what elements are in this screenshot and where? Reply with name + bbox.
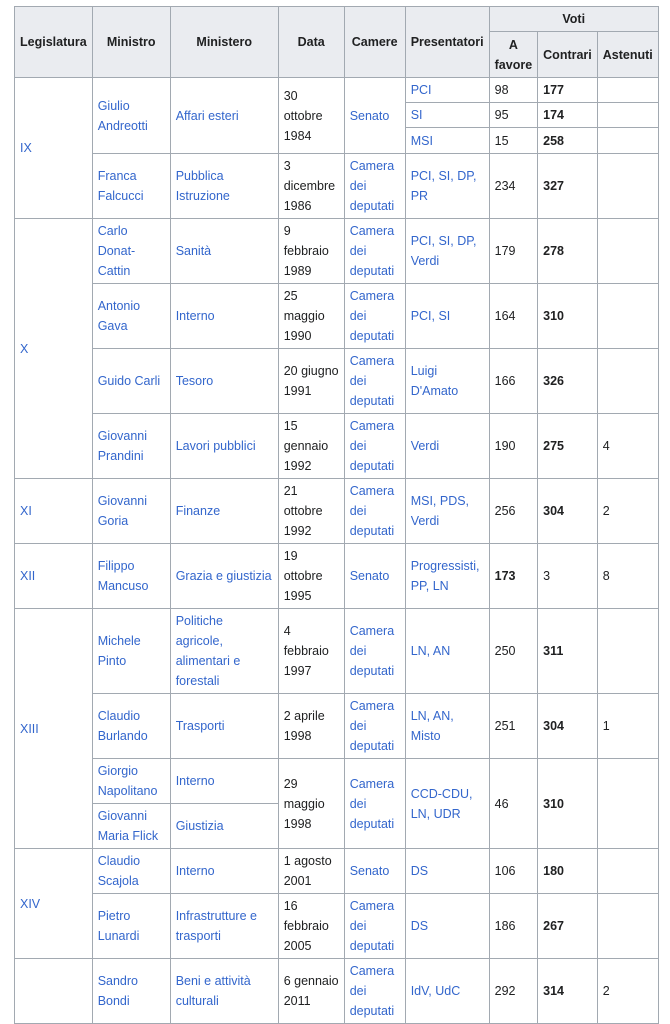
camere-link[interactable]: Camera dei deputati (344, 219, 405, 284)
contrari-cell: 311 (538, 609, 598, 694)
astenuti-cell (597, 128, 658, 154)
favore-cell: 106 (489, 849, 538, 894)
header-legislatura: Legislatura (15, 7, 93, 78)
favore-cell: 186 (489, 894, 538, 959)
data-cell: 3 dicembre 1986 (278, 154, 344, 219)
camere-link[interactable]: Camera dei deputati (344, 759, 405, 849)
favore-cell: 98 (489, 78, 538, 103)
astenuti-cell (597, 284, 658, 349)
data-cell: 16 febbraio 2005 (278, 894, 344, 959)
favore-cell: 190 (489, 414, 538, 479)
presentatori-link[interactable]: MSI, PDS, Verdi (405, 479, 489, 544)
contrari-cell: 326 (538, 349, 598, 414)
astenuti-cell: 8 (597, 544, 658, 609)
camere-link[interactable]: Camera dei deputati (344, 349, 405, 414)
presentatori-link[interactable]: LN, AN, Misto (405, 694, 489, 759)
camere-link[interactable]: Camera dei deputati (344, 414, 405, 479)
presentatori-link[interactable]: MSI (405, 128, 489, 154)
presentatori-link[interactable]: PCI, SI, DP, Verdi (405, 219, 489, 284)
camere-link[interactable]: Senato (344, 78, 405, 154)
table-row (15, 78, 659, 103)
ministero-link[interactable]: Politiche agricole, alimentari e forestali (170, 609, 278, 694)
contrari-cell: 304 (538, 479, 598, 544)
table-row (15, 154, 659, 219)
ministro-link[interactable]: Guido Carli (92, 349, 170, 414)
table-row (15, 349, 659, 414)
header-presentatori: Presentatori (405, 7, 489, 78)
presentatori-link[interactable]: IdV, UdC (405, 959, 489, 1024)
header-camere: Camere (344, 7, 405, 78)
legislatura-link[interactable]: X (15, 219, 93, 479)
data-cell: 21 ottobre 1992 (278, 479, 344, 544)
table-row (15, 694, 659, 759)
header-contrari: Contrari (538, 32, 598, 78)
table-row (15, 219, 659, 284)
legislatura-link[interactable]: XIII (15, 609, 93, 849)
sfiducia-table (14, 6, 659, 1024)
ministero-link[interactable]: Interno (170, 759, 278, 804)
camere-link[interactable]: Camera dei deputati (344, 479, 405, 544)
ministero-link[interactable]: Sanità (170, 219, 278, 284)
table-wrapper (14, 6, 659, 1024)
data-cell: 15 gennaio 1992 (278, 414, 344, 479)
astenuti-cell: 4 (597, 414, 658, 479)
astenuti-cell (597, 78, 658, 103)
ministero-link[interactable]: Grazia e giustizia (170, 544, 278, 609)
table-row (15, 414, 659, 479)
presentatori-link[interactable]: Luigi D'Amato (405, 349, 489, 414)
data-cell: 6 gennaio 2011 (278, 959, 344, 1024)
contrari-cell: 267 (538, 894, 598, 959)
astenuti-cell: 2 (597, 479, 658, 544)
header-ministero: Ministero (170, 7, 278, 78)
ministro-link[interactable]: Pietro Lunardi (92, 894, 170, 959)
contrari-cell: 177 (538, 78, 598, 103)
astenuti-cell (597, 154, 658, 219)
presentatori-link[interactable]: DS (405, 894, 489, 959)
astenuti-cell (597, 349, 658, 414)
ministro-link[interactable]: Antonio Gava (92, 284, 170, 349)
ministro-link[interactable]: Michele Pinto (92, 609, 170, 694)
ministero-link[interactable]: Trasporti (170, 694, 278, 759)
contrari-cell: 180 (538, 849, 598, 894)
table-row (15, 609, 659, 694)
data-cell: 9 febbraio 1989 (278, 219, 344, 284)
table-row (15, 894, 659, 959)
contrari-cell: 278 (538, 219, 598, 284)
contrari-cell: 314 (538, 959, 598, 1024)
presentatori-link[interactable]: Progressisti, PP, LN (405, 544, 489, 609)
ministro-link[interactable]: Giorgio Napolitano (92, 759, 170, 804)
ministero-link[interactable]: Interno (170, 849, 278, 894)
camere-link[interactable]: Camera dei deputati (344, 284, 405, 349)
header-astenuti: Astenuti (597, 32, 658, 78)
contrari-cell: 304 (538, 694, 598, 759)
data-cell: 29 maggio 1998 (278, 759, 344, 849)
favore-cell: 164 (489, 284, 538, 349)
astenuti-cell: 2 (597, 959, 658, 1024)
header-data: Data (278, 7, 344, 78)
data-cell: 4 febbraio 1997 (278, 609, 344, 694)
favore-cell: 292 (489, 959, 538, 1024)
ministro-link[interactable]: Claudio Burlando (92, 694, 170, 759)
header-voti: Voti (489, 7, 658, 32)
favore-cell: 15 (489, 128, 538, 154)
ministero-link[interactable]: Tesoro (170, 349, 278, 414)
ministro-link[interactable]: Sandro Bondi (92, 959, 170, 1024)
astenuti-cell (597, 759, 658, 849)
camere-link[interactable]: Senato (344, 849, 405, 894)
data-cell: 30 ottobre 1984 (278, 78, 344, 154)
astenuti-cell (597, 894, 658, 959)
favore-cell: 95 (489, 103, 538, 128)
favore-cell: 251 (489, 694, 538, 759)
contrari-cell: 310 (538, 759, 598, 849)
presentatori-link[interactable]: PCI, SI (405, 284, 489, 349)
camere-link[interactable]: Camera dei deputati (344, 894, 405, 959)
legislatura-cell (15, 959, 93, 1024)
ministro-link[interactable]: Giovanni Goria (92, 479, 170, 544)
ministero-link[interactable]: Lavori pubblici (170, 414, 278, 479)
favore-cell: 166 (489, 349, 538, 414)
table-row (15, 959, 659, 1024)
ministero-link[interactable]: Interno (170, 284, 278, 349)
camere-link[interactable]: Camera dei deputati (344, 609, 405, 694)
contrari-cell: 327 (538, 154, 598, 219)
astenuti-cell (597, 103, 658, 128)
contrari-cell: 310 (538, 284, 598, 349)
camere-link[interactable]: Camera dei deputati (344, 154, 405, 219)
data-cell: 2 aprile 1998 (278, 694, 344, 759)
ministero-link[interactable]: Finanze (170, 479, 278, 544)
table-row (15, 284, 659, 349)
header-ministro: Ministro (92, 7, 170, 78)
table-row (15, 544, 659, 609)
contrari-cell: 3 (538, 544, 598, 609)
table-row (15, 759, 659, 804)
camere-link[interactable]: Senato (344, 544, 405, 609)
presentatori-link[interactable]: CCD-CDU, LN, UDR (405, 759, 489, 849)
data-cell: 19 ottobre 1995 (278, 544, 344, 609)
ministro-link[interactable]: Giovanni Prandini (92, 414, 170, 479)
ministro-link[interactable]: Claudio Scajola (92, 849, 170, 894)
camere-link[interactable]: Camera dei deputati (344, 959, 405, 1024)
table-row (15, 479, 659, 544)
favore-cell: 179 (489, 219, 538, 284)
presentatori-link[interactable]: DS (405, 849, 489, 894)
ministro-link[interactable]: Filippo Mancuso (92, 544, 170, 609)
table-row (15, 849, 659, 894)
favore-cell: 46 (489, 759, 538, 849)
ministero-link[interactable]: Beni e attività culturali (170, 959, 278, 1024)
ministro-link[interactable]: Giulio Andreotti (92, 78, 170, 154)
contrari-cell: 275 (538, 414, 598, 479)
favore-cell: 234 (489, 154, 538, 219)
ministero-link[interactable]: Pubblica Istruzione (170, 154, 278, 219)
data-cell: 20 giugno 1991 (278, 349, 344, 414)
ministro-link[interactable]: Franca Falcucci (92, 154, 170, 219)
ministro-link[interactable]: Giovanni Maria Flick (92, 804, 170, 849)
legislatura-link[interactable]: IX (15, 78, 93, 219)
ministero-link[interactable]: Infrastrutture e trasporti (170, 894, 278, 959)
presentatori-link[interactable]: SI (405, 103, 489, 128)
presentatori-link[interactable]: LN, AN (405, 609, 489, 694)
legislatura-link[interactable]: XII (15, 544, 93, 609)
favore-cell: 250 (489, 609, 538, 694)
presentatori-link[interactable]: Verdi (405, 414, 489, 479)
legislatura-link[interactable]: XI (15, 479, 93, 544)
astenuti-cell: 1 (597, 694, 658, 759)
contrari-cell: 258 (538, 128, 598, 154)
contrari-cell: 174 (538, 103, 598, 128)
ministero-link[interactable]: Giustizia (170, 804, 278, 849)
camere-link[interactable]: Camera dei deputati (344, 694, 405, 759)
favore-cell: 256 (489, 479, 538, 544)
astenuti-cell (597, 219, 658, 284)
presentatori-link[interactable]: PCI (405, 78, 489, 103)
data-cell: 25 maggio 1990 (278, 284, 344, 349)
astenuti-cell (597, 609, 658, 694)
ministero-link[interactable]: Affari esteri (170, 78, 278, 154)
presentatori-link[interactable]: PCI, SI, DP, PR (405, 154, 489, 219)
favore-cell: 173 (489, 544, 538, 609)
legislatura-link[interactable]: XIV (15, 849, 93, 959)
ministro-link[interactable]: Carlo Donat-Cattin (92, 219, 170, 284)
astenuti-cell (597, 849, 658, 894)
data-cell: 1 agosto 2001 (278, 849, 344, 894)
header-favore: A favore (489, 32, 538, 78)
